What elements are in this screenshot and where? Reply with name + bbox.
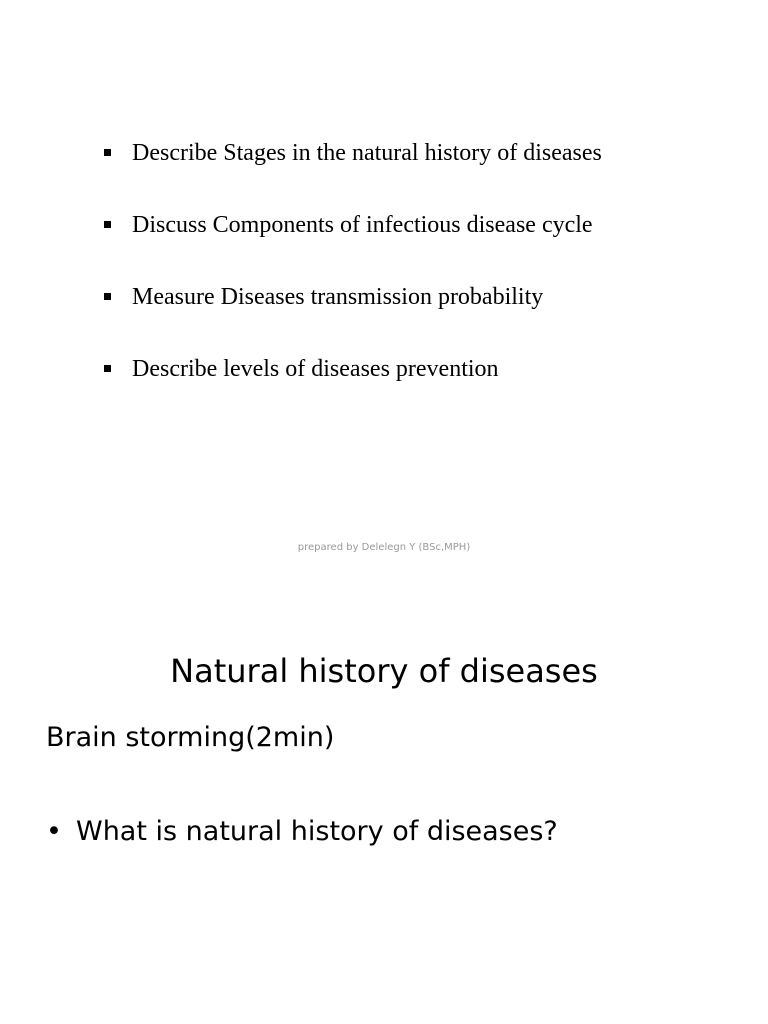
square-bullet-icon	[104, 365, 111, 372]
objective-text: Describe Stages in the natural history of diseases	[132, 140, 602, 166]
list-item	[104, 136, 602, 208]
objective-text: Discuss Components of infectious disease cycle	[132, 212, 593, 238]
objective-text: Describe levels of diseases prevention	[132, 356, 499, 382]
page-title: Natural history of diseases	[170, 652, 598, 690]
list-item	[104, 208, 602, 280]
objectives-list	[104, 136, 602, 424]
list-item	[104, 352, 602, 424]
square-bullet-icon	[104, 149, 111, 156]
objective-text: Measure Diseases transmission probability	[132, 284, 544, 310]
round-bullet-icon: •	[46, 816, 62, 847]
question-item	[46, 812, 558, 852]
square-bullet-icon	[104, 293, 111, 300]
author-credit: prepared by Delelegn Y (BSc,MPH)	[297, 542, 471, 553]
list-item	[104, 280, 602, 352]
question-text: What is natural history of diseases?	[76, 816, 558, 847]
square-bullet-icon	[104, 221, 111, 228]
brainstorm-heading: Brain storming(2min)	[46, 722, 335, 753]
